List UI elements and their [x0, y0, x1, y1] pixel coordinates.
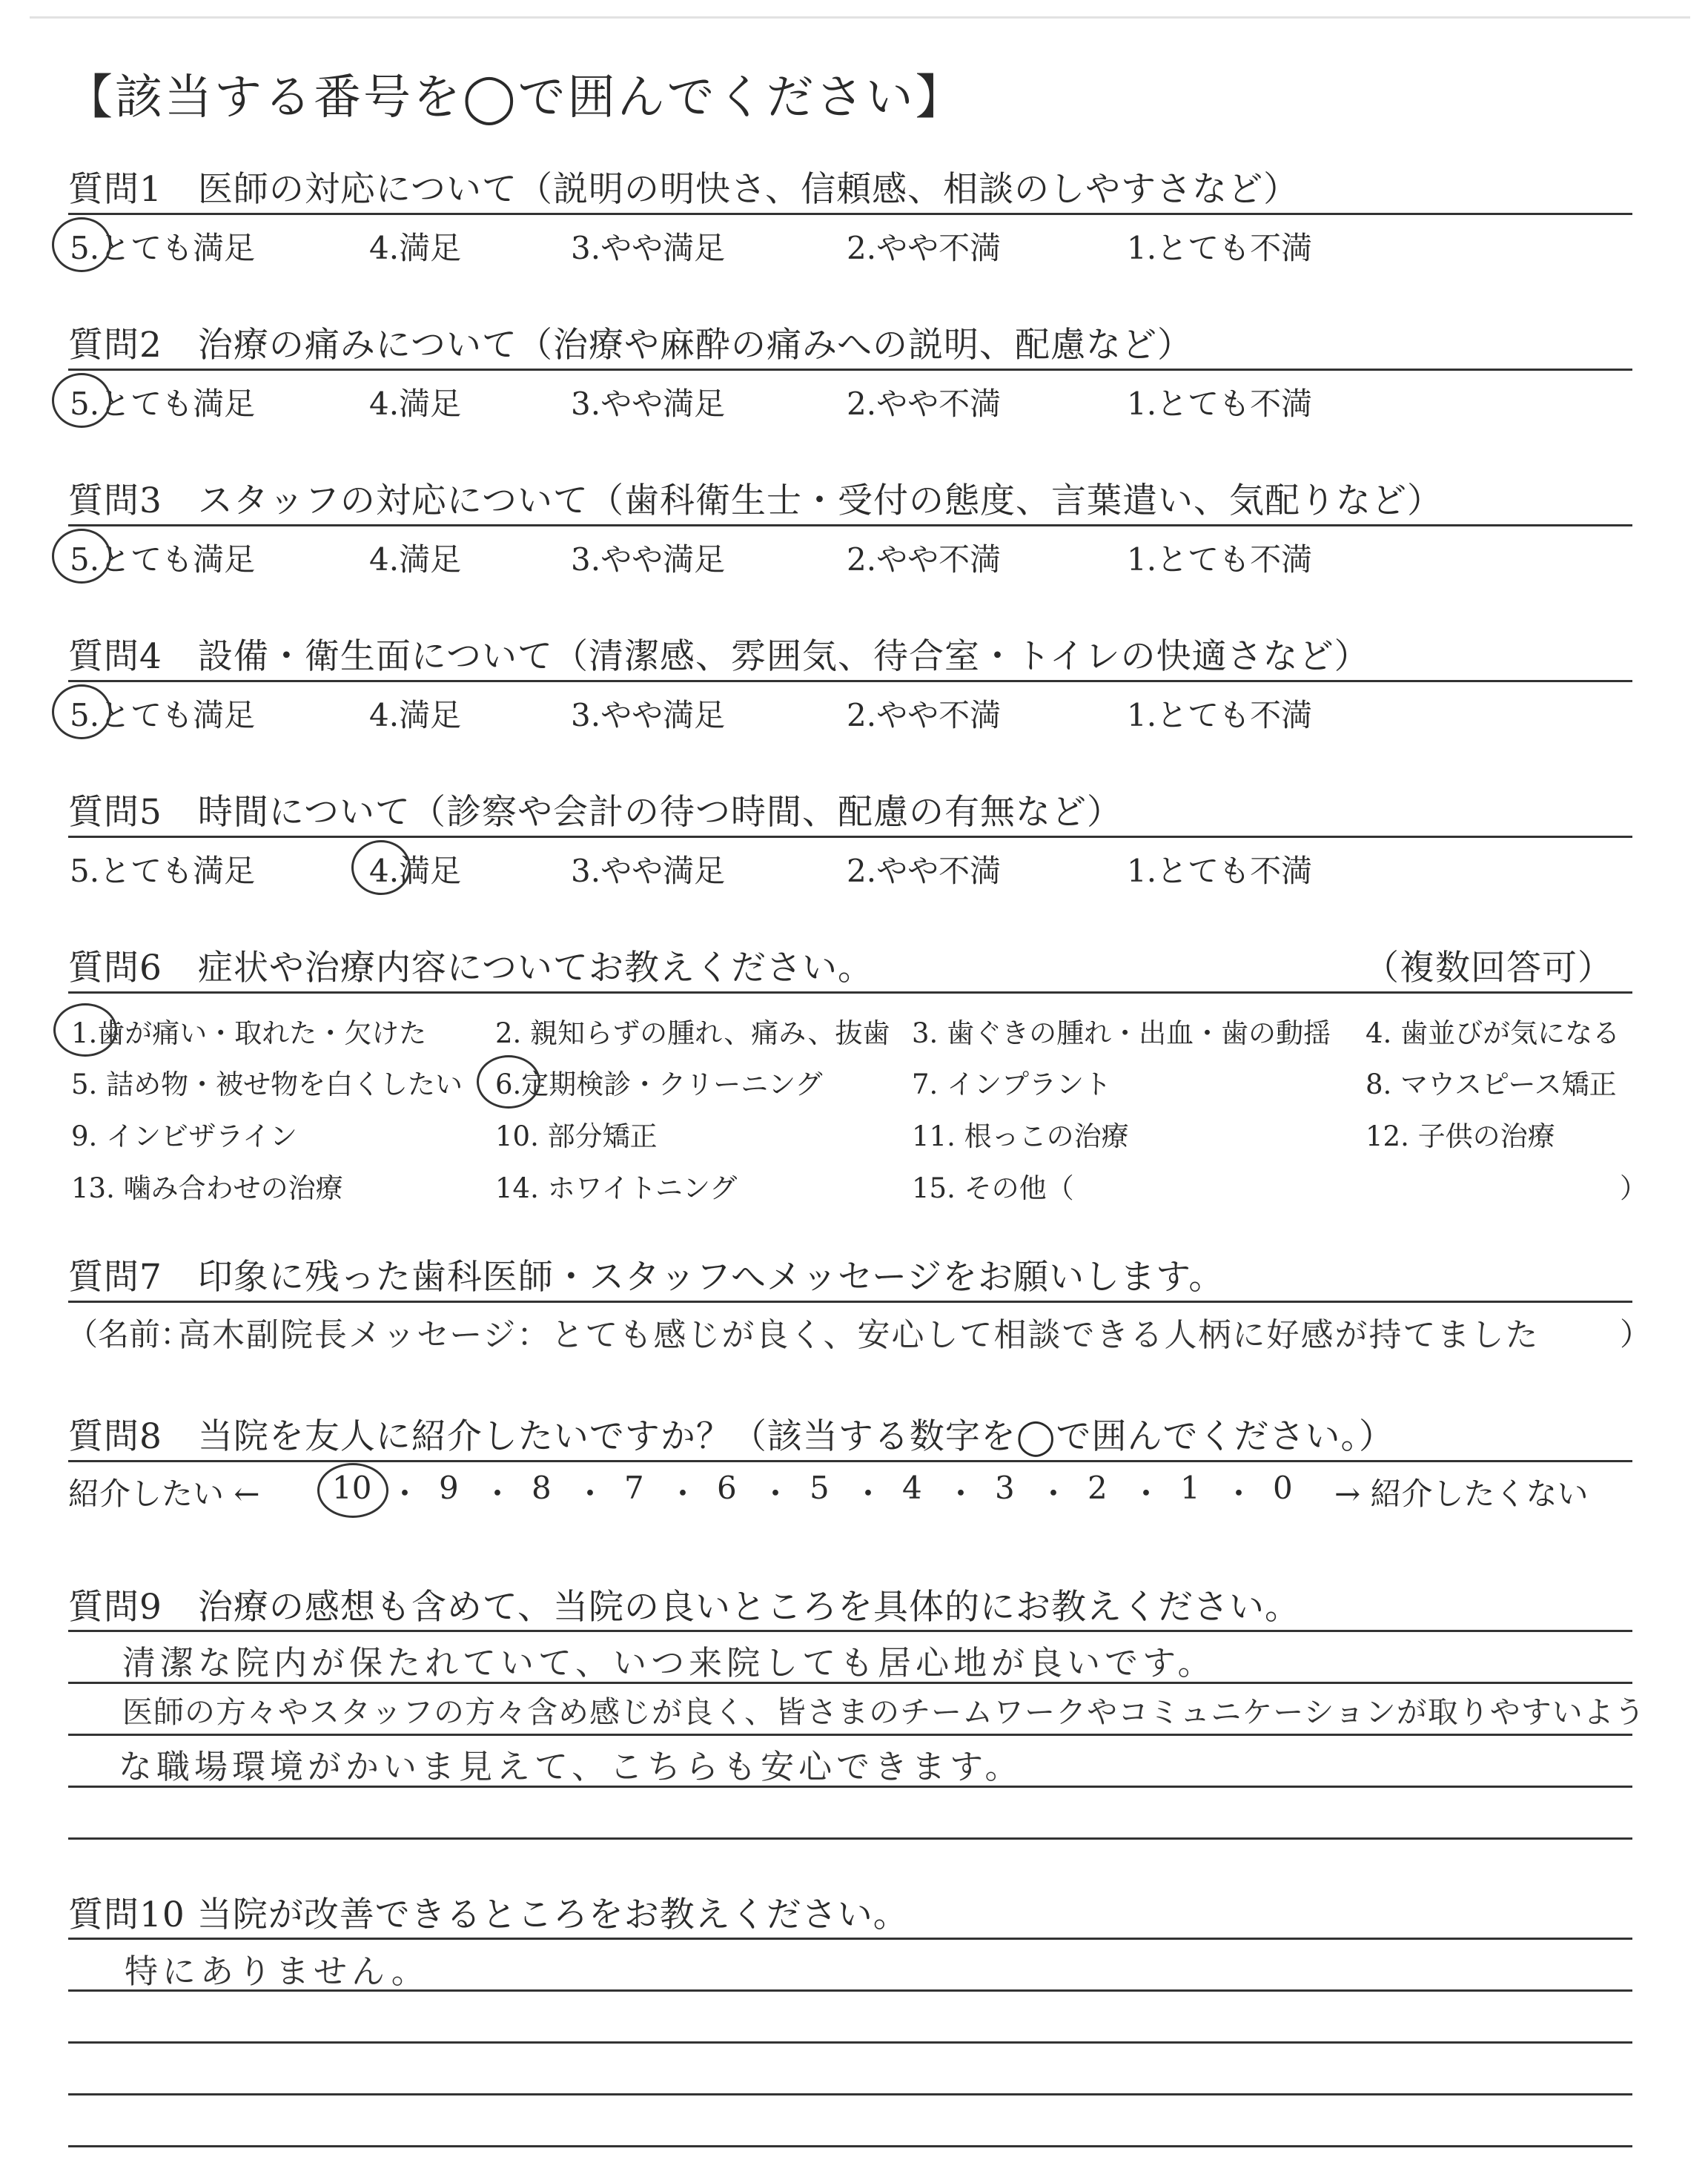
q6-option-8[interactable]: 8. マウスピース矯正	[1366, 1069, 1617, 1100]
q10-answer-line-1: 特にありません。	[125, 1952, 429, 1991]
q2-option-3[interactable]: 3.やや満足	[571, 386, 726, 422]
q8-title: 質問8 当院を友人に紹介したいですか？（該当する数字を◯で囲んでください。）	[68, 1416, 1395, 1457]
q4-option-3[interactable]: 3.やや満足	[571, 697, 726, 733]
q3-option-5[interactable]: 5.とても満足	[70, 541, 256, 578]
q3-option-1[interactable]: 1.とても不満	[1127, 541, 1313, 578]
q10-rule-3	[68, 2041, 1632, 2044]
q8-scale-7[interactable]: 7	[624, 1470, 644, 1506]
q5-option-5[interactable]: 5.とても満足	[70, 853, 256, 889]
q6-option-10[interactable]: 10. 部分矯正	[495, 1120, 658, 1152]
q1-option-2[interactable]: 2.やや不満	[847, 230, 1002, 266]
q8-dot-7: ・	[945, 1476, 977, 1512]
q4-option-1[interactable]: 1.とても不満	[1127, 697, 1313, 733]
q6-option-3[interactable]: 3. 歯ぐきの腫れ・出血・歯の動揺	[912, 1017, 1331, 1049]
top-border	[30, 16, 1690, 19]
q10-title: 質問10 当院が改善できるところをお教えください。	[68, 1895, 909, 1935]
q7-name-label: （名前：	[67, 1316, 192, 1353]
q4-rule	[68, 680, 1632, 682]
q6-title: 質問6 症状や治療内容についてお教えください。	[68, 948, 873, 988]
q8-dot-6: ・	[853, 1476, 884, 1512]
q6-option-1[interactable]: 1.歯が痛い・取れた・欠けた	[71, 1017, 427, 1049]
q2-option-1[interactable]: 1.とても不満	[1127, 386, 1313, 422]
q6-option-11[interactable]: 11. 根っこの治療	[912, 1120, 1129, 1152]
q8-dot-10: ・	[1223, 1476, 1255, 1512]
q6-option-2[interactable]: 2. 親知らずの腫れ、痛み、抜歯	[495, 1017, 890, 1049]
q5-option-3[interactable]: 3.やや満足	[571, 853, 726, 889]
q9-rule-3	[68, 1734, 1632, 1736]
q6-option-6[interactable]: 6.定期検診・クリーニング	[495, 1069, 823, 1100]
q9-rule-5	[68, 1837, 1632, 1840]
q10-rule-1	[68, 1938, 1632, 1940]
q3-option-2[interactable]: 2.やや不満	[847, 541, 1002, 578]
q8-scale-0[interactable]: 0	[1273, 1470, 1293, 1506]
q4-answer-circle	[52, 684, 111, 739]
q3-answer-circle	[52, 529, 111, 584]
q6-note: （複数回答可）	[1364, 948, 1613, 988]
q4-title: 質問4 設備・衛生面について（清潔感、雰囲気、待合室・トイレの快適さなど）	[68, 636, 1370, 677]
q4-option-5[interactable]: 5.とても満足	[70, 697, 256, 733]
q2-option-5[interactable]: 5.とても満足	[70, 386, 256, 422]
q8-dot-3: ・	[575, 1476, 606, 1512]
q1-answer-circle	[52, 217, 111, 272]
q1-option-3[interactable]: 3.やや満足	[571, 230, 726, 266]
q9-answer-line-2: 医師の方々やスタッフの方々含め感じが良く、皆さまのチームワークやコミュニケーションが取りやすいよう	[122, 1694, 1646, 1730]
q7-rule	[68, 1301, 1632, 1303]
q8-scale-5[interactable]: 5	[810, 1470, 830, 1506]
q4-option-2[interactable]: 2.やや不満	[847, 697, 1002, 733]
q2-rule	[68, 369, 1632, 371]
q8-dot-9: ・	[1131, 1476, 1162, 1512]
q2-option-4[interactable]: 4.満足	[369, 386, 462, 422]
q5-rule	[68, 836, 1632, 838]
q4-option-4[interactable]: 4.満足	[369, 697, 462, 733]
q7-close: ）	[1620, 1316, 1652, 1353]
q2-title: 質問2 治療の痛みについて（治療や麻酔の痛みへの説明、配慮など）	[68, 325, 1194, 366]
form-header: 【該当する番号を◯で囲んでください】	[65, 70, 965, 125]
q3-option-4[interactable]: 4.満足	[369, 541, 462, 578]
q8-dot-8: ・	[1038, 1476, 1070, 1512]
q1-title: 質問1 医師の対応について（説明の明快さ、信頼感、相談のしやすさなど）	[68, 169, 1300, 210]
q5-option-2[interactable]: 2.やや不満	[847, 853, 1002, 889]
q6-option-12[interactable]: 12. 子供の治療	[1366, 1120, 1555, 1152]
q5-option-1[interactable]: 1.とても不満	[1127, 853, 1313, 889]
q8-scale-4[interactable]: 4	[902, 1470, 922, 1506]
q9-title: 質問9 治療の感想も含めて、当院の良いところを具体的にお教えください。	[68, 1587, 1300, 1628]
q9-answer-line-1: 清潔な院内が保たれていて、いつ来院しても居心地が良いです。	[122, 1643, 1216, 1682]
q8-scale-2[interactable]: 2	[1088, 1470, 1108, 1506]
q6-option-9[interactable]: 9. インビザライン	[71, 1120, 297, 1152]
q8-scale-3[interactable]: 3	[995, 1470, 1015, 1506]
q8-dot-2: ・	[482, 1476, 514, 1512]
q6-answer-circle-6	[477, 1055, 540, 1109]
q6-option-4[interactable]: 4. 歯並びが気になる	[1366, 1017, 1621, 1049]
q8-answer-circle	[317, 1463, 388, 1518]
q6-option-7[interactable]: 7. インプラント	[912, 1069, 1112, 1100]
q1-option-4[interactable]: 4.満足	[369, 230, 462, 266]
q8-rule	[68, 1460, 1632, 1462]
q3-option-3[interactable]: 3.やや満足	[571, 541, 726, 578]
q1-option-1[interactable]: 1.とても不満	[1127, 230, 1313, 266]
q7-handwritten-message: 高木副院長メッセージ：とても感じが良く、安心して相談できる人柄に好感が持てました	[178, 1316, 1540, 1354]
q8-left-label: 紹介したい ←	[68, 1476, 260, 1512]
q1-rule	[68, 213, 1632, 215]
q8-scale-9[interactable]: 9	[439, 1470, 459, 1506]
q5-answer-circle	[351, 840, 411, 895]
q6-option-5[interactable]: 5. 詰め物・被せ物を白くしたい	[71, 1069, 463, 1100]
q8-right-label: → 紹介したくない	[1334, 1476, 1589, 1512]
q2-option-2[interactable]: 2.やや不満	[847, 386, 1002, 422]
q5-option-4[interactable]: 4.満足	[369, 853, 462, 889]
q9-answer-line-3: な職場環境がかいま見えて、こちらも安心できます。	[119, 1747, 1023, 1786]
q3-title: 質問3 スタッフの対応について（歯科衛生士・受付の態度、言葉遣い、気配りなど）	[68, 480, 1443, 521]
q3-rule	[68, 524, 1632, 526]
q8-dot-5: ・	[760, 1476, 792, 1512]
q1-option-5[interactable]: 5.とても満足	[70, 230, 256, 266]
q10-rule-4	[68, 2093, 1632, 2095]
q9-rule-1	[68, 1630, 1632, 1632]
q8-scale-8[interactable]: 8	[532, 1470, 552, 1506]
q7-title: 質問7 印象に残った歯科医師・スタッフへメッセージをお願いします。	[68, 1257, 1225, 1298]
q8-dot-4: ・	[667, 1476, 699, 1512]
q5-title: 質問5 時間について（診察や会計の待つ時間、配慮の有無など）	[68, 792, 1122, 833]
q6-answer-circle-1	[53, 1003, 117, 1057]
q10-rule-5	[68, 2145, 1632, 2147]
q2-answer-circle	[52, 373, 111, 428]
q8-scale-10[interactable]: 10	[332, 1470, 372, 1506]
q6-option-15[interactable]: 15. その他（	[912, 1172, 1074, 1204]
q8-scale-1[interactable]: 1	[1180, 1470, 1200, 1506]
q6-option-14[interactable]: 14. ホワイトニング	[495, 1172, 738, 1204]
q8-dot-1: ・	[389, 1476, 421, 1512]
q6-other-close: ）	[1620, 1172, 1647, 1204]
q8-scale-6[interactable]: 6	[717, 1470, 737, 1506]
q6-rule	[68, 991, 1632, 994]
q6-option-13[interactable]: 13. 噛み合わせの治療	[71, 1172, 343, 1204]
